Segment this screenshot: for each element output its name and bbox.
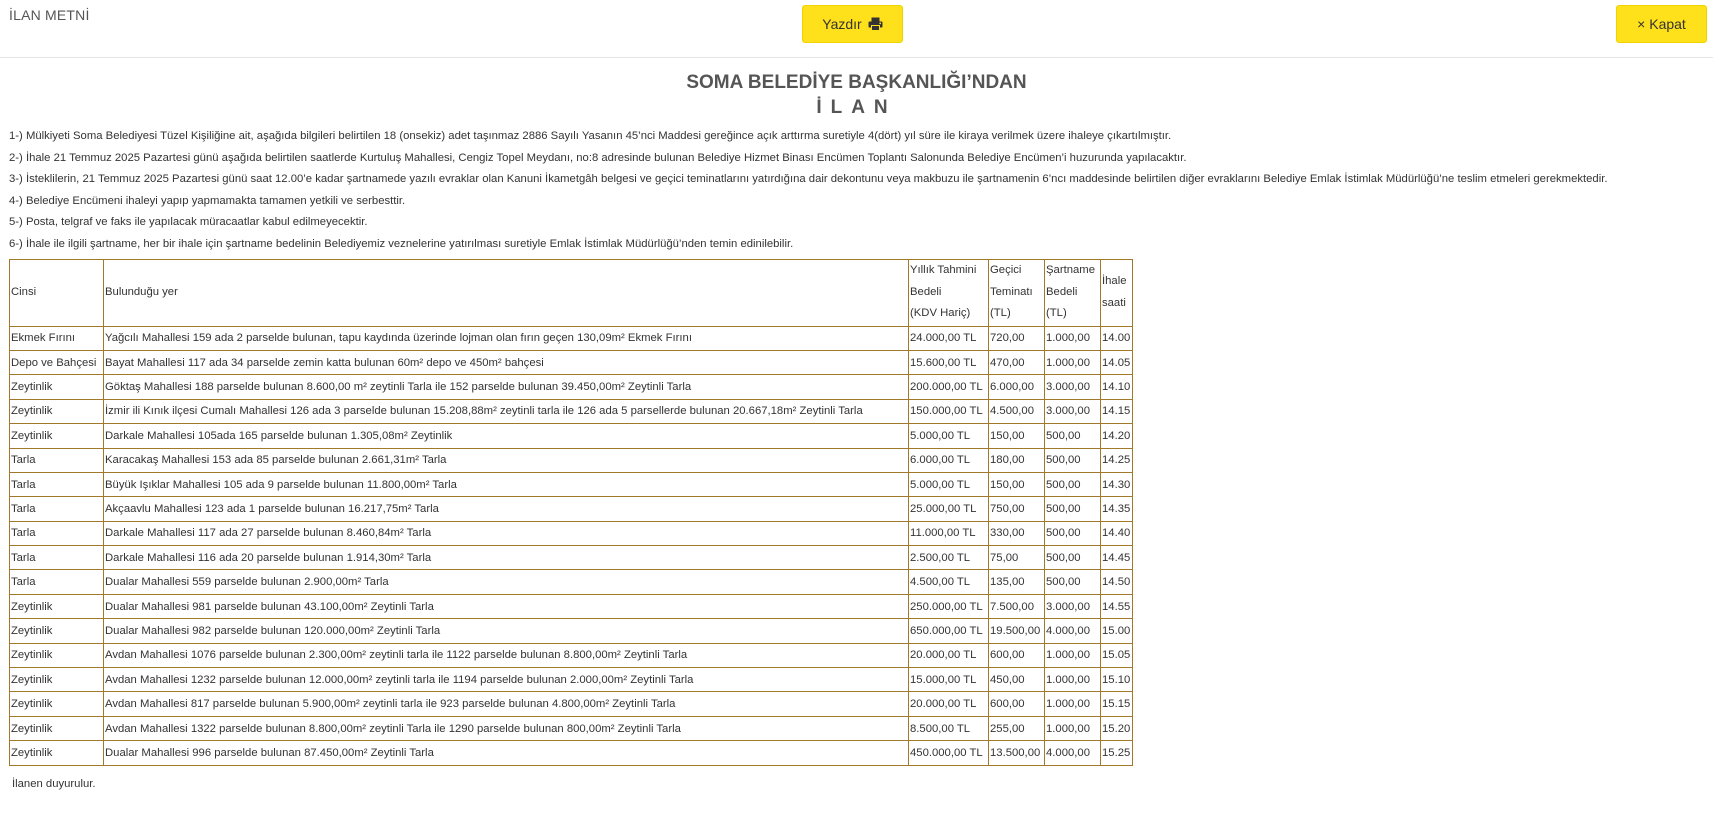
cell-deposit: 750,00 (989, 497, 1045, 521)
cell-annual-price: 20.000,00 TL (909, 692, 989, 716)
cell-deposit: 330,00 (989, 521, 1045, 545)
cell-auction-time: 14.45 (1101, 546, 1133, 570)
cell-location: Avdan Mahallesi 817 parselde bulunan 5.900,00m² zeytinli tarla ile 923 parselde bulunan 4.800,00m² Zeytinli Tarla (104, 692, 909, 716)
cell-auction-time: 15.25 (1101, 741, 1133, 765)
cell-location: Avdan Mahallesi 1232 parselde bulunan 12.000,00m² zeytinli tarla ile 1194 parselde bulunan 2.000,00m² Zeytinli Tarla (104, 668, 909, 692)
table-row (10, 546, 1133, 570)
printer-icon (868, 17, 883, 31)
notice-paragraphs (9, 126, 1713, 256)
cell-spec-fee: 500,00 (1045, 472, 1101, 496)
cell-auction-time: 15.05 (1101, 643, 1133, 667)
cell-auction-time: 14.40 (1101, 521, 1133, 545)
header-cell-spec-fee (1045, 259, 1101, 326)
auction-table (9, 259, 1133, 766)
cell-deposit: 470,00 (989, 350, 1045, 374)
cell-auction-time: 15.10 (1101, 668, 1133, 692)
cell-auction-time: 14.10 (1101, 375, 1133, 399)
cell-spec-fee: 500,00 (1045, 424, 1101, 448)
cell-type: Zeytinlik (10, 424, 104, 448)
cell-spec-fee: 4.000,00 (1045, 619, 1101, 643)
cell-deposit: 4.500,00 (989, 399, 1045, 423)
cell-location: Yağcılı Mahallesi 159 ada 2 parselde bulunan, tapu kaydında üzerinde lojman olan fırın geçen 130,09m² Ekmek Fırını (104, 326, 909, 350)
cell-location: Göktaş Mahallesi 188 parselde bulunan 8.600,00 m² zeytinli Tarla ile 152 parselde bulunan 39.450,00m² Zeytinli Tarla (104, 375, 909, 399)
table-row (10, 375, 1133, 399)
header-line: Cinsi (11, 285, 37, 298)
header-cell-type (10, 259, 104, 326)
table-row (10, 424, 1133, 448)
cell-annual-price: 24.000,00 TL (909, 326, 989, 350)
cell-location: Bayat Mahallesi 117 ada 34 parselde zemin katta bulunan 60m² depo ve 450m² bahçesi (104, 350, 909, 374)
header-line: Bedeli (910, 285, 942, 298)
header-line: İhale (1102, 275, 1127, 288)
notice-paragraph: 5-) Posta, telgraf ve faks ile yapılacak müracaatlar kabul edilmeyecektir. (9, 216, 368, 229)
cell-annual-price: 6.000,00 TL (909, 448, 989, 472)
cell-type: Tarla (10, 521, 104, 545)
close-label: × Kapat (1637, 16, 1686, 32)
notice-paragraph: 6-) İhale ile ilgili şartname, her bir ihale için şartname bedelinin Belediyemiz veznelerine yatırılması suretiyle Emlak İstimlak Müdürlüğü’nden temin edinilebilir. (9, 237, 794, 250)
table-row (10, 472, 1133, 496)
cell-annual-price: 2.500,00 TL (909, 546, 989, 570)
table-row (10, 716, 1133, 740)
cell-auction-time: 14.25 (1101, 448, 1133, 472)
cell-location: Darkale Mahallesi 105ada 165 parselde bulunan 1.305,08m² Zeytinlik (104, 424, 909, 448)
cell-spec-fee: 1.000,00 (1045, 326, 1101, 350)
cell-annual-price: 150.000,00 TL (909, 399, 989, 423)
cell-annual-price: 5.000,00 TL (909, 424, 989, 448)
header-line: Yıllık Tahmini (910, 264, 977, 277)
cell-location: Avdan Mahallesi 1076 parselde bulunan 2.300,00m² zeytinli tarla ile 1122 parselde bulunan 8.800,00m² Zeytinli Tarla (104, 643, 909, 667)
close-button[interactable] (1616, 5, 1707, 43)
header-line: saati (1102, 296, 1126, 309)
cell-deposit: 600,00 (989, 692, 1045, 716)
header-line: (TL) (990, 307, 1011, 320)
cell-annual-price: 650.000,00 TL (909, 619, 989, 643)
cell-deposit: 600,00 (989, 643, 1045, 667)
cell-deposit: 135,00 (989, 570, 1045, 594)
cell-deposit: 450,00 (989, 668, 1045, 692)
table-row (10, 521, 1133, 545)
cell-location: Dualar Mahallesi 981 parselde bulunan 43.100,00m² Zeytinli Tarla (104, 594, 909, 618)
cell-location: Dualar Mahallesi 559 parselde bulunan 2.900,00m² Tarla (104, 570, 909, 594)
cell-type: Zeytinlik (10, 741, 104, 765)
notice-paragraph: 3-) İsteklilerin, 21 Temmuz 2025 Pazartesi günü saat 12.00’e kadar şartnamede yazılı evraklar olan Kanuni İkametgâh belgesi ve geçici teminatlarını yatırdığına dair dekontunu veya makbuzu ile şartnamenin 6’ncı maddesinde belirtilen diğer evraklarını Belediye Emlak İstimlak Müdürlüğü’ne teslim etmeleri gerekmektedir. (9, 173, 1608, 186)
cell-location: Dualar Mahallesi 982 parselde bulunan 120.000,00m² Zeytinli Tarla (104, 619, 909, 643)
cell-spec-fee: 500,00 (1045, 521, 1101, 545)
cell-spec-fee: 3.000,00 (1045, 399, 1101, 423)
cell-annual-price: 4.500,00 TL (909, 570, 989, 594)
cell-location: İzmir ili Kınık ilçesi Cumalı Mahallesi 126 ada 3 parselde bulunan 15.208,88m² zeytinli tarla ile 126 ada 5 parsellerde bulunan 20.667,18m² Zeytinli Tarla (104, 399, 909, 423)
cell-deposit: 720,00 (989, 326, 1045, 350)
cell-annual-price: 8.500,00 TL (909, 716, 989, 740)
cell-location: Darkale Mahallesi 117 ada 27 parselde bulunan 8.460,84m² Tarla (104, 521, 909, 545)
table-row (10, 594, 1133, 618)
header-cell-annual-price (909, 259, 989, 326)
header-line: Geçici (990, 264, 1022, 277)
cell-annual-price: 11.000,00 TL (909, 521, 989, 545)
cell-type: Zeytinlik (10, 692, 104, 716)
cell-auction-time: 15.20 (1101, 716, 1133, 740)
cell-spec-fee: 1.000,00 (1045, 716, 1101, 740)
cell-location: Dualar Mahallesi 996 parselde bulunan 87.450,00m² Zeytinli Tarla (104, 741, 909, 765)
notice-subheading: İLAN (816, 97, 897, 118)
cell-annual-price: 25.000,00 TL (909, 497, 989, 521)
cell-type: Zeytinlik (10, 668, 104, 692)
cell-spec-fee: 3.000,00 (1045, 594, 1101, 618)
cell-type: Tarla (10, 448, 104, 472)
cell-deposit: 255,00 (989, 716, 1045, 740)
header-line: (KDV Hariç) (910, 307, 971, 320)
cell-auction-time: 15.15 (1101, 692, 1133, 716)
print-button[interactable] (802, 5, 903, 43)
cell-type: Tarla (10, 570, 104, 594)
cell-auction-time: 14.05 (1101, 350, 1133, 374)
cell-deposit: 19.500,00 (989, 619, 1045, 643)
table-row (10, 350, 1133, 374)
cell-annual-price: 450.000,00 TL (909, 741, 989, 765)
cell-deposit: 75,00 (989, 546, 1045, 570)
cell-deposit: 150,00 (989, 472, 1045, 496)
cell-annual-price: 5.000,00 TL (909, 472, 989, 496)
cell-annual-price: 200.000,00 TL (909, 375, 989, 399)
table-row (10, 741, 1133, 765)
header-cell-location (104, 259, 909, 326)
notice-paragraph: 1-) Mülkiyeti Soma Belediyesi Tüzel Kişiliğine ait, aşağıda bilgileri belirtilen 18 (onsekiz) adet taşınmaz 2886 Sayılı Yasanın 45’nci Maddesi gereğince açık arttırma suretiyle 4(dört) yıl süre ile kiraya verilmek üzere ihaleye çıkartılmıştır. (9, 130, 1172, 142)
cell-auction-time: 14.00 (1101, 326, 1133, 350)
cell-type: Zeytinlik (10, 375, 104, 399)
table-row (10, 570, 1133, 594)
cell-type: Tarla (10, 546, 104, 570)
cell-location: Avdan Mahallesi 1322 parselde bulunan 8.800,00m² zeytinli Tarla ile 1290 parselde bulunan 800,00m² Zeytinli Tarla (104, 716, 909, 740)
cell-spec-fee: 1.000,00 (1045, 692, 1101, 716)
cell-spec-fee: 1.000,00 (1045, 668, 1101, 692)
cell-auction-time: 14.50 (1101, 570, 1133, 594)
table-row (10, 497, 1133, 521)
cell-auction-time: 14.35 (1101, 497, 1133, 521)
footer-note: İlanen duyurulur. (12, 777, 96, 790)
cell-location: Karacakaş Mahallesi 153 ada 85 parselde bulunan 2.661,31m² Tarla (104, 448, 909, 472)
cell-spec-fee: 1.000,00 (1045, 350, 1101, 374)
notice-heading: SOMA BELEDİYE BAŞKANLIĞI’NDAN (686, 72, 1027, 93)
cell-annual-price: 15.600,00 TL (909, 350, 989, 374)
table-row (10, 448, 1133, 472)
cell-auction-time: 14.20 (1101, 424, 1133, 448)
notice-content (0, 71, 1713, 790)
cell-deposit: 150,00 (989, 424, 1045, 448)
notice-paragraph: 2-) İhale 21 Temmuz 2025 Pazartesi günü aşağıda belirtilen saatlerde Kurtuluş Mahallesi, Cengiz Topel Meydanı, no:8 adresinde bulunan Belediye Hizmet Binası Encümen Toplantı Salonunda Belediye Encümen’i huzurunda yapılacaktır. (9, 151, 1187, 164)
notice-paragraph: 4-) Belediye Encümeni ihaleyi yapıp yapmamakta tamamen yetkili ve serbesttir. (9, 194, 406, 207)
header-line: Teminatı (990, 285, 1033, 298)
cell-type: Tarla (10, 472, 104, 496)
cell-type: Zeytinlik (10, 399, 104, 423)
cell-auction-time: 14.30 (1101, 472, 1133, 496)
cell-spec-fee: 500,00 (1045, 497, 1101, 521)
cell-deposit: 13.500,00 (989, 741, 1045, 765)
cell-location: Akçaavlu Mahallesi 123 ada 1 parselde bulunan 16.217,75m² Tarla (104, 497, 909, 521)
page-title: İLAN METNİ (9, 7, 90, 23)
print-label: Yazdır (822, 16, 862, 32)
header-line: Şartname (1046, 264, 1095, 277)
cell-spec-fee: 500,00 (1045, 448, 1101, 472)
cell-location: Büyük Işıklar Mahallesi 105 ada 9 parselde bulunan 11.800,00m² Tarla (104, 472, 909, 496)
cell-type: Zeytinlik (10, 643, 104, 667)
cell-auction-time: 14.15 (1101, 399, 1133, 423)
table-header-row (10, 259, 1133, 326)
header-cell-deposit (989, 259, 1045, 326)
cell-auction-time: 14.55 (1101, 594, 1133, 618)
top-bar (0, 0, 1713, 58)
cell-spec-fee: 500,00 (1045, 546, 1101, 570)
header-line: Bulunduğu yer (105, 285, 178, 298)
table-row (10, 668, 1133, 692)
cell-type: Tarla (10, 497, 104, 521)
table-row (10, 399, 1133, 423)
table-row (10, 692, 1133, 716)
cell-location: Darkale Mahallesi 116 ada 20 parselde bulunan 1.914,30m² Tarla (104, 546, 909, 570)
cell-auction-time: 15.00 (1101, 619, 1133, 643)
cell-spec-fee: 3.000,00 (1045, 375, 1101, 399)
cell-spec-fee: 4.000,00 (1045, 741, 1101, 765)
cell-deposit: 7.500,00 (989, 594, 1045, 618)
cell-spec-fee: 500,00 (1045, 570, 1101, 594)
table-row (10, 643, 1133, 667)
table-row (10, 326, 1133, 350)
cell-type: Ekmek Fırını (10, 326, 104, 350)
header-line: Bedeli (1046, 285, 1078, 298)
cell-type: Zeytinlik (10, 716, 104, 740)
cell-type: Depo ve Bahçesi (10, 350, 104, 374)
header-line: (TL) (1046, 307, 1067, 320)
cell-annual-price: 20.000,00 TL (909, 643, 989, 667)
cell-type: Zeytinlik (10, 594, 104, 618)
cell-type: Zeytinlik (10, 619, 104, 643)
header-cell-auction-time (1101, 259, 1133, 326)
cell-deposit: 6.000,00 (989, 375, 1045, 399)
cell-annual-price: 250.000,00 TL (909, 594, 989, 618)
table-row (10, 619, 1133, 643)
cell-annual-price: 15.000,00 TL (909, 668, 989, 692)
cell-deposit: 180,00 (989, 448, 1045, 472)
cell-spec-fee: 1.000,00 (1045, 643, 1101, 667)
